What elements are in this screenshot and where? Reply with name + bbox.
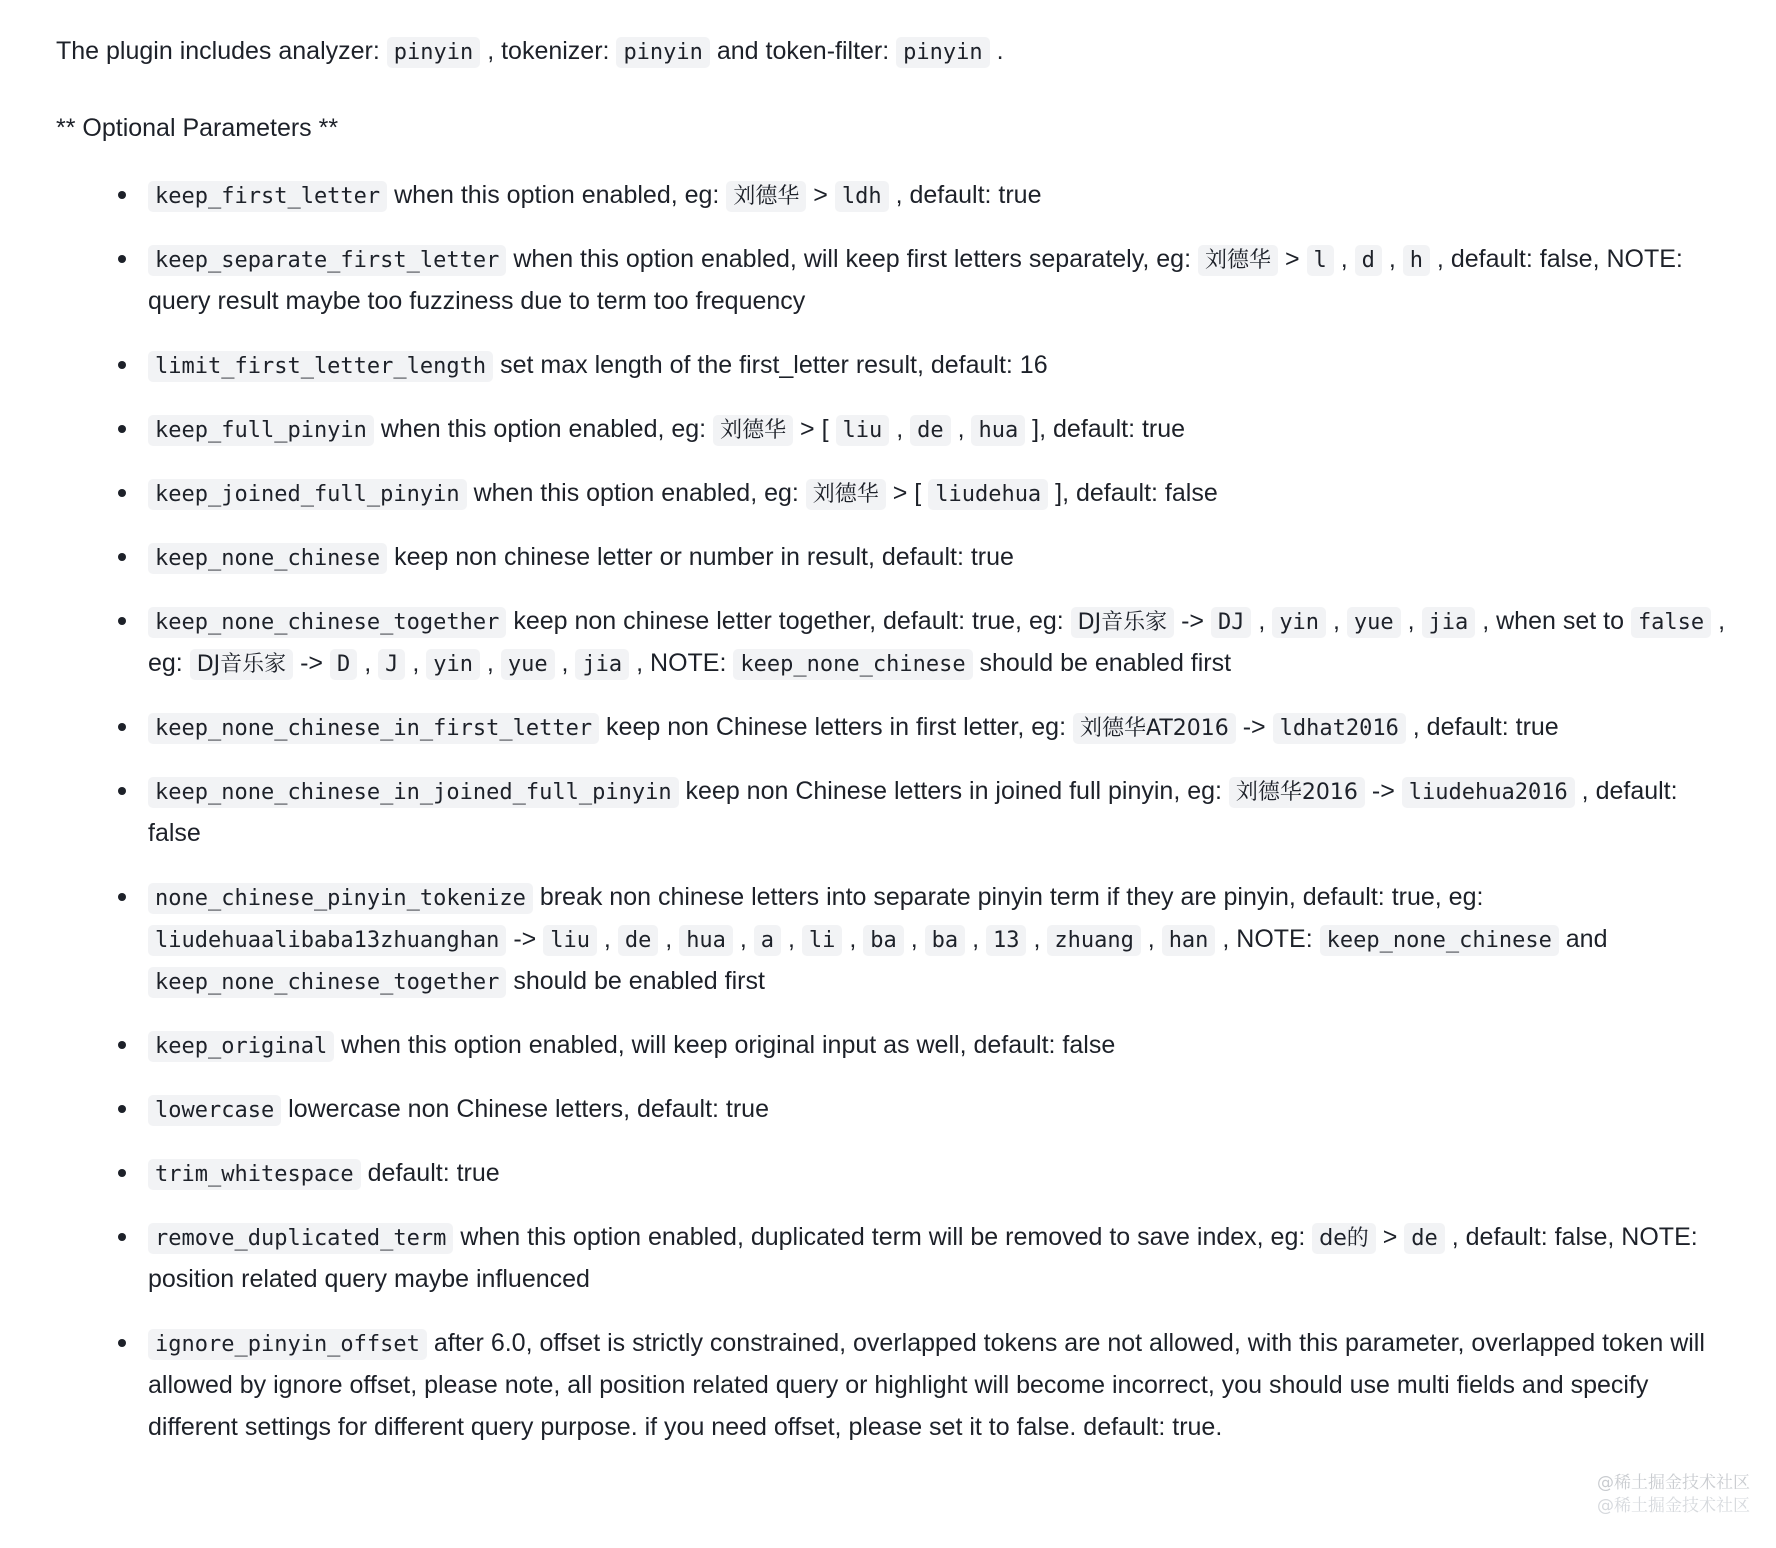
inline-code-chinese: 刘德华2016	[1229, 777, 1365, 808]
parameter-description: ,	[1388, 244, 1396, 273]
parameter-name: ignore_pinyin_offset	[148, 1329, 427, 1360]
parameter-description: >	[1284, 244, 1300, 273]
inline-code: D	[330, 649, 357, 680]
inline-code: keep_none_chinese	[1320, 925, 1559, 956]
watermark	[1597, 1472, 1750, 1518]
parameter-name: keep_none_chinese_together	[148, 607, 506, 638]
inline-code: l	[1307, 245, 1334, 276]
inline-code: hua	[971, 415, 1025, 446]
list-item	[110, 536, 1732, 578]
inline-code: hua	[679, 925, 733, 956]
parameter-description: ,	[910, 924, 918, 953]
parameter-description: lowercase non Chinese letters, default: true	[288, 1094, 769, 1123]
watermark-line-1: @稀土掘金技术社区	[1597, 1473, 1750, 1494]
parameter-description: ,	[603, 924, 611, 953]
parameter-description: ->	[1371, 776, 1395, 805]
parameter-description: , default: false, NOTE: position related query maybe influenced	[148, 1222, 1698, 1293]
inline-code: yin	[1272, 607, 1326, 638]
inline-code-chinese: 刘德华	[713, 415, 793, 446]
tokenizer-code: pinyin	[616, 37, 709, 68]
list-item	[110, 706, 1732, 748]
parameter-description: ->	[300, 648, 324, 677]
inline-code: ldhat2016	[1273, 713, 1406, 744]
parameter-name: keep_original	[148, 1031, 334, 1062]
parameter-description: keep non Chinese letters in first letter, eg:	[606, 712, 1067, 741]
inline-code: liu	[836, 415, 890, 446]
parameter-description: set max length of the first_letter result, default: 16	[500, 350, 1048, 379]
parameter-description: , default: false, NOTE: query result maybe too fuzziness due to term too frequency	[148, 244, 1683, 315]
inline-code: liudehua	[928, 479, 1048, 510]
parameter-name: remove_duplicated_term	[148, 1223, 453, 1254]
intro-mid-2: and token-filter:	[716, 37, 890, 65]
parameter-description: keep non Chinese letters in joined full pinyin, eg:	[685, 776, 1222, 805]
list-item	[110, 1216, 1732, 1300]
inline-code: yin	[426, 649, 480, 680]
inline-code: 13	[986, 925, 1027, 956]
inline-code: d	[1355, 245, 1382, 276]
inline-code: keep_none_chinese	[733, 649, 972, 680]
parameter-description: when this option enabled, will keep first letters separately, eg:	[513, 244, 1192, 273]
parameter-description: ,	[364, 648, 372, 677]
parameter-description: > [	[800, 414, 829, 443]
list-item	[110, 876, 1732, 1002]
inline-code: J	[378, 649, 405, 680]
parameter-name: trim_whitespace	[148, 1159, 361, 1190]
list-item	[110, 1088, 1732, 1130]
parameter-name: limit_first_letter_length	[148, 351, 493, 382]
parameter-description: > [	[892, 478, 922, 507]
parameter-description: ,	[1340, 244, 1348, 273]
parameter-description: ,	[1147, 924, 1155, 953]
inline-code: de	[618, 925, 659, 956]
parameter-name: keep_joined_full_pinyin	[148, 479, 467, 510]
inline-code: li	[802, 925, 843, 956]
parameter-name: keep_none_chinese_in_joined_full_pinyin	[148, 777, 679, 808]
intro-mid-1: , tokenizer:	[487, 37, 610, 65]
parameter-description: should be enabled first	[979, 648, 1232, 677]
list-item	[110, 1024, 1732, 1066]
parameter-description: break non chinese letters into separate pinyin term if they are pinyin, default: true, eg:	[539, 882, 1484, 911]
intro-paragraph	[56, 32, 1732, 71]
parameter-description: >	[813, 180, 828, 209]
parameter-name: keep_first_letter	[148, 181, 387, 212]
inline-code: liu	[543, 925, 597, 956]
parameter-description: , when set to	[1482, 606, 1624, 635]
parameter-description: ,	[486, 648, 494, 677]
inline-code-chinese: 刘德华	[726, 181, 806, 212]
inline-code: liudehua2016	[1402, 777, 1575, 808]
inline-code-chinese: 刘德华	[806, 479, 886, 510]
parameter-description: default: true	[367, 1158, 500, 1187]
list-item	[110, 1322, 1732, 1448]
parameter-description: ], default: false	[1055, 478, 1218, 507]
inline-code: yue	[501, 649, 555, 680]
inline-code: liudehuaalibaba13zhuanghan	[148, 925, 506, 956]
parameter-description: keep non chinese letter or number in result, default: true	[394, 542, 1014, 571]
parameter-description: ,	[1258, 606, 1266, 635]
parameter-name: none_chinese_pinyin_tokenize	[148, 883, 533, 914]
parameter-description: ->	[513, 924, 537, 953]
parameter-name: keep_full_pinyin	[148, 415, 374, 446]
list-item	[110, 472, 1732, 514]
inline-code: h	[1403, 245, 1430, 276]
parameter-name: keep_none_chinese	[148, 543, 387, 574]
parameter-description: >	[1382, 1222, 1398, 1251]
inline-code: keep_none_chinese_together	[148, 967, 506, 998]
list-item	[110, 344, 1732, 386]
parameter-description: ,	[665, 924, 673, 953]
parameter-description: ,	[896, 414, 904, 443]
watermark-line-2: @稀土掘金技术社区	[1597, 1496, 1750, 1517]
inline-code: DJ	[1211, 607, 1252, 638]
parameter-description: keep non chinese letter together, default: true, eg:	[513, 606, 1064, 635]
inline-code: false	[1631, 607, 1711, 638]
parameter-description: , default: true	[895, 180, 1042, 209]
parameter-description: ], default: true	[1032, 414, 1186, 443]
inline-code: jia	[575, 649, 629, 680]
parameter-description: , eg:	[148, 606, 1726, 677]
list-item	[110, 238, 1732, 322]
list-item	[110, 770, 1732, 854]
parameter-name: keep_separate_first_letter	[148, 245, 506, 276]
inline-code: ba	[925, 925, 966, 956]
inline-code: han	[1162, 925, 1216, 956]
token-filter-code: pinyin	[896, 37, 989, 68]
parameter-description: when this option enabled, eg:	[473, 478, 799, 507]
inline-code: jia	[1422, 607, 1476, 638]
inline-code-chinese: DJ音乐家	[1071, 607, 1174, 638]
inline-code: a	[754, 925, 781, 956]
parameter-description: ,	[739, 924, 747, 953]
parameter-description: , NOTE:	[636, 648, 727, 677]
inline-code: yue	[1347, 607, 1401, 638]
optional-parameters-list	[56, 174, 1732, 1448]
analyzer-code: pinyin	[387, 37, 480, 68]
inline-code: de	[1404, 1223, 1445, 1254]
parameter-description: ,	[1033, 924, 1041, 953]
parameter-description: when this option enabled, duplicated term will be removed to save index, eg:	[460, 1222, 1306, 1251]
inline-code-chinese: 刘德华	[1198, 245, 1278, 276]
parameter-description: ,	[849, 924, 857, 953]
inline-code-chinese: de的	[1312, 1223, 1376, 1254]
list-item	[110, 408, 1732, 450]
inline-code: zhuang	[1047, 925, 1140, 956]
intro-after: .	[996, 37, 1004, 65]
parameter-description: ,	[412, 648, 420, 677]
inline-code: de	[910, 415, 951, 446]
parameter-description: , NOTE:	[1222, 924, 1313, 953]
parameter-description: ,	[788, 924, 795, 953]
parameter-name: keep_none_chinese_in_first_letter	[148, 713, 599, 744]
list-item	[110, 600, 1732, 684]
list-item	[110, 174, 1732, 216]
inline-code-chinese: DJ音乐家	[190, 649, 293, 680]
parameter-name: lowercase	[148, 1095, 281, 1126]
parameter-description: , default: false	[148, 776, 1678, 847]
parameter-description: ,	[957, 414, 965, 443]
parameter-description: when this option enabled, eg:	[394, 180, 720, 209]
parameter-description: ,	[1333, 606, 1340, 635]
parameter-description: ,	[972, 924, 980, 953]
parameter-description: and	[1565, 924, 1608, 953]
section-heading: ** Optional Parameters **	[56, 113, 339, 142]
parameter-description: , default: true	[1412, 712, 1559, 741]
parameter-description: when this option enabled, eg:	[380, 414, 707, 443]
list-item	[110, 1152, 1732, 1194]
parameter-description: ,	[1407, 606, 1415, 635]
parameter-description: when this option enabled, will keep original input as well, default: false	[341, 1030, 1116, 1059]
parameter-description: should be enabled first	[513, 966, 765, 995]
inline-code: ba	[863, 925, 904, 956]
inline-code: ldh	[835, 181, 889, 212]
parameter-description: ,	[561, 648, 569, 677]
intro-before: The plugin includes analyzer:	[56, 37, 380, 65]
parameter-description: ->	[1242, 712, 1266, 741]
parameter-description: after 6.0, offset is strictly constrained, overlapped tokens are not allowed, with this parameter, overlapped token will allowed by ignore offset, please note, all position related query or highlight will become incorrect, you should use multi fields and specify different settings for different query purpose. if you need offset, please set it to false. default: true.	[148, 1328, 1705, 1441]
parameter-description: ->	[1181, 606, 1204, 635]
inline-code-chinese: 刘德华AT2016	[1073, 713, 1236, 744]
